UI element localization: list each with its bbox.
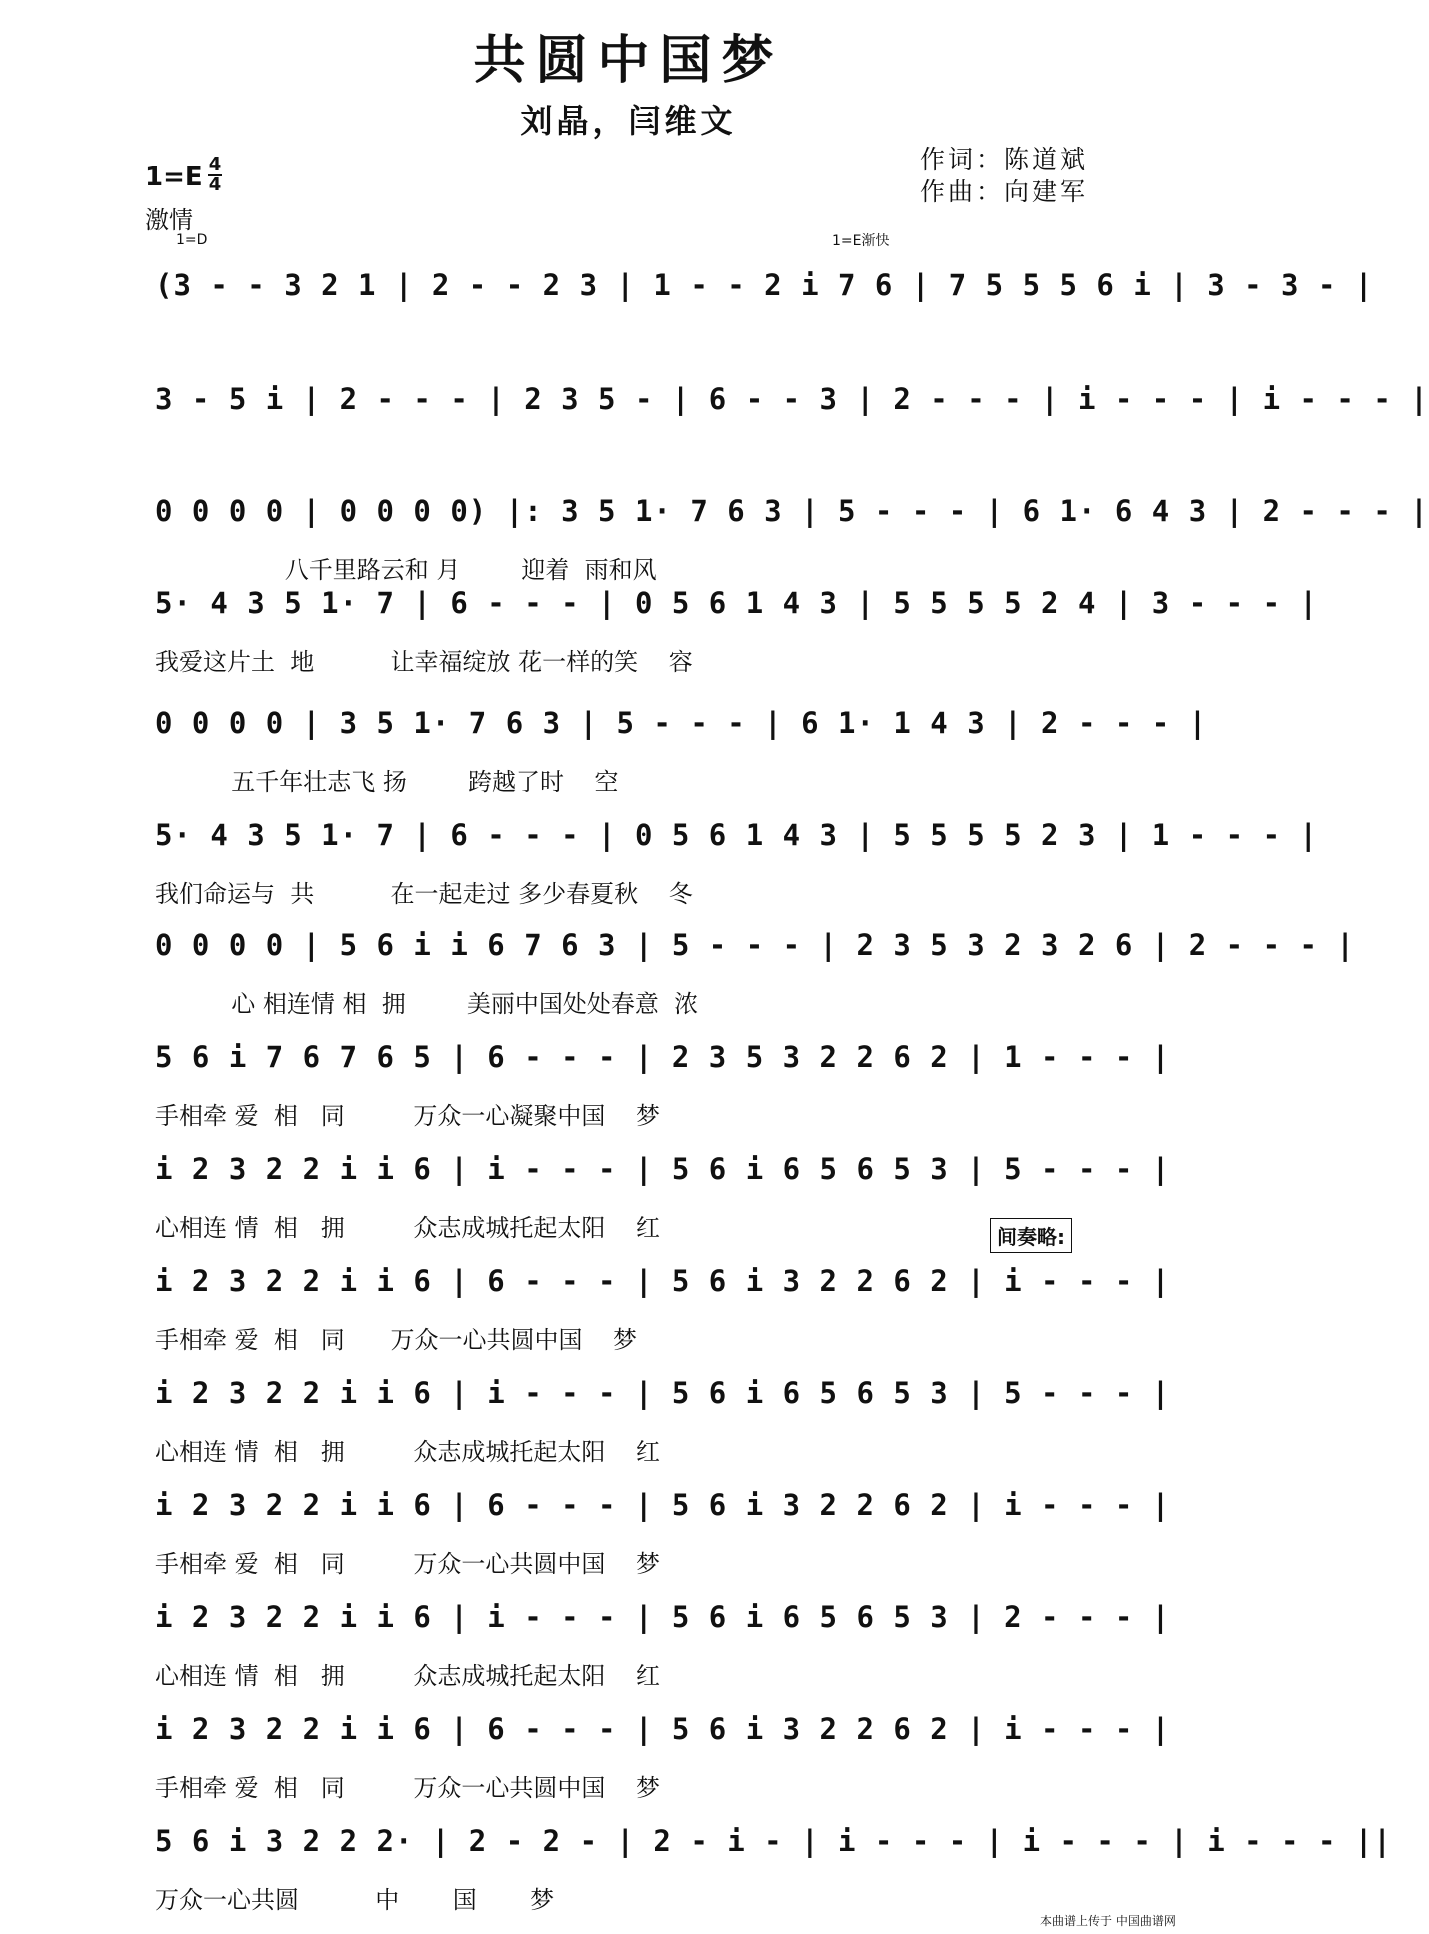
lyrics-line: 我爱这片土 地 让幸福绽放 花一样的笑 容 <box>155 648 693 676</box>
notation-line: 3 - 5 i | 2 - - - | 2 3 5 - | 6 - - 3 | 2 - - - | i - - - | i - - - | <box>155 382 1429 416</box>
notation-line: i 2 3 2 2 i i 6 | i - - - | 5 6 i 6 5 6 5 3 | 5 - - - | <box>155 1152 1171 1186</box>
lyrics-line: 手相牵 爱 相 同 万众一心共圆中国 梦 <box>155 1326 638 1354</box>
notation-line: i 2 3 2 2 i i 6 | 6 - - - | 5 6 i 3 2 2 6 2 | i - - - | <box>155 1264 1171 1298</box>
notation-line: 0 0 0 0 | 3 5 1· 7 6 3 | 5 - - - | 6 1· 1 4 3 | 2 - - - | <box>155 706 1208 740</box>
lyrics-line <box>155 324 1095 358</box>
lyrics-line: 手相牵 爱 相 同 万众一心共圆中国 梦 <box>155 1550 660 1578</box>
lyrics-line: 手相牵 爱 相 同 万众一心凝聚中国 梦 <box>155 1102 660 1130</box>
notation-line: 0 0 0 0 | 0 0 0 0) |: 3 5 1· 7 6 3 | 5 - - - | 6 1· 6 4 3 | 2 - - - | <box>155 494 1429 528</box>
notation-line: i 2 3 2 2 i i 6 | 6 - - - | 5 6 i 3 2 2 6 2 | i - - - | <box>155 1488 1171 1522</box>
lyricist: 作词：陈道斌 <box>920 145 1089 174</box>
interlude-marking: 间奏略: <box>990 1218 1072 1253</box>
lyrics-line: 心相连 情 相 拥 众志成城托起太阳 红 <box>155 1214 660 1242</box>
tempo-marking: 激情 <box>145 206 193 234</box>
modulation-marking: 1=E渐快 <box>832 233 890 249</box>
song-title: 共圆中国梦 <box>473 30 784 91</box>
key-signature: 1=E <box>145 162 203 192</box>
lyrics-line: 心 相连情 相 拥 美丽中国处处春意 浓 <box>155 990 699 1018</box>
notation-line: 5 6 i 7 6 7 6 5 | 6 - - - | 2 3 5 3 2 2 6 2 | 1 - - - | <box>155 1040 1171 1074</box>
notation-line: 5· 4 3 5 1· 7 | 6 - - - | 0 5 6 1 4 3 | 5 5 5 5 2 4 | 3 - - - | <box>155 586 1318 620</box>
notation-line: i 2 3 2 2 i i 6 | i - - - | 5 6 i 6 5 6 5 3 | 2 - - - | <box>155 1600 1171 1634</box>
time-top: 4 <box>208 154 222 175</box>
lyrics-line: 心相连 情 相 拥 众志成城托起太阳 红 <box>155 1662 660 1690</box>
notation-line: i 2 3 2 2 i i 6 | i - - - | 5 6 i 6 5 6 5 3 | 5 - - - | <box>155 1376 1171 1410</box>
lyrics-line: 心相连 情 相 拥 众志成城托起太阳 红 <box>155 1438 660 1466</box>
notation-line: i 2 3 2 2 i i 6 | 6 - - - | 5 6 i 3 2 2 6 2 | i - - - | <box>155 1712 1171 1746</box>
notation-line: (3 - - 3 2 1 | 2 - - 2 3 | 1 - - 2 i 7 6 | 7 5 5 5 6 i | 3 - 3 - | <box>155 268 1374 302</box>
notation-line: 0 0 0 0 | 5 6 i i 6 7 6 3 | 5 - - - | 2 3 5 3 2 3 2 6 | 2 - - - | <box>155 928 1355 962</box>
time-bottom: 4 <box>208 174 222 195</box>
lyrics-line <box>155 438 1095 472</box>
footer-credit: 本曲谱上传于 中国曲谱网 <box>1040 1914 1176 1928</box>
intro-key: 1=D <box>176 232 208 248</box>
singers: 刘晶，闫维文 <box>520 102 737 140</box>
lyrics-line: 手相牵 爱 相 同 万众一心共圆中国 梦 <box>155 1774 660 1802</box>
time-signature <box>208 156 222 194</box>
notation-line: 5· 4 3 5 1· 7 | 6 - - - | 0 5 6 1 4 3 | 5 5 5 5 2 3 | 1 - - - | <box>155 818 1318 852</box>
lyrics-line: 万众一心共圆 中 国 梦 <box>155 1886 555 1914</box>
composer: 作曲：向建军 <box>920 177 1089 206</box>
lyrics-line: 我们命运与 共 在一起走过 多少春夏秋 冬 <box>155 880 693 908</box>
notation-line: 5 6 i 3 2 2 2· | 2 - 2 - | 2 - i - | i - - - | i - - - | i - - - || <box>155 1824 1392 1858</box>
lyrics-line: 五千年壮志飞 扬 跨越了时 空 <box>155 768 619 796</box>
lyrics-line: 八千里路云和 月 迎着 雨和风 <box>155 556 657 584</box>
